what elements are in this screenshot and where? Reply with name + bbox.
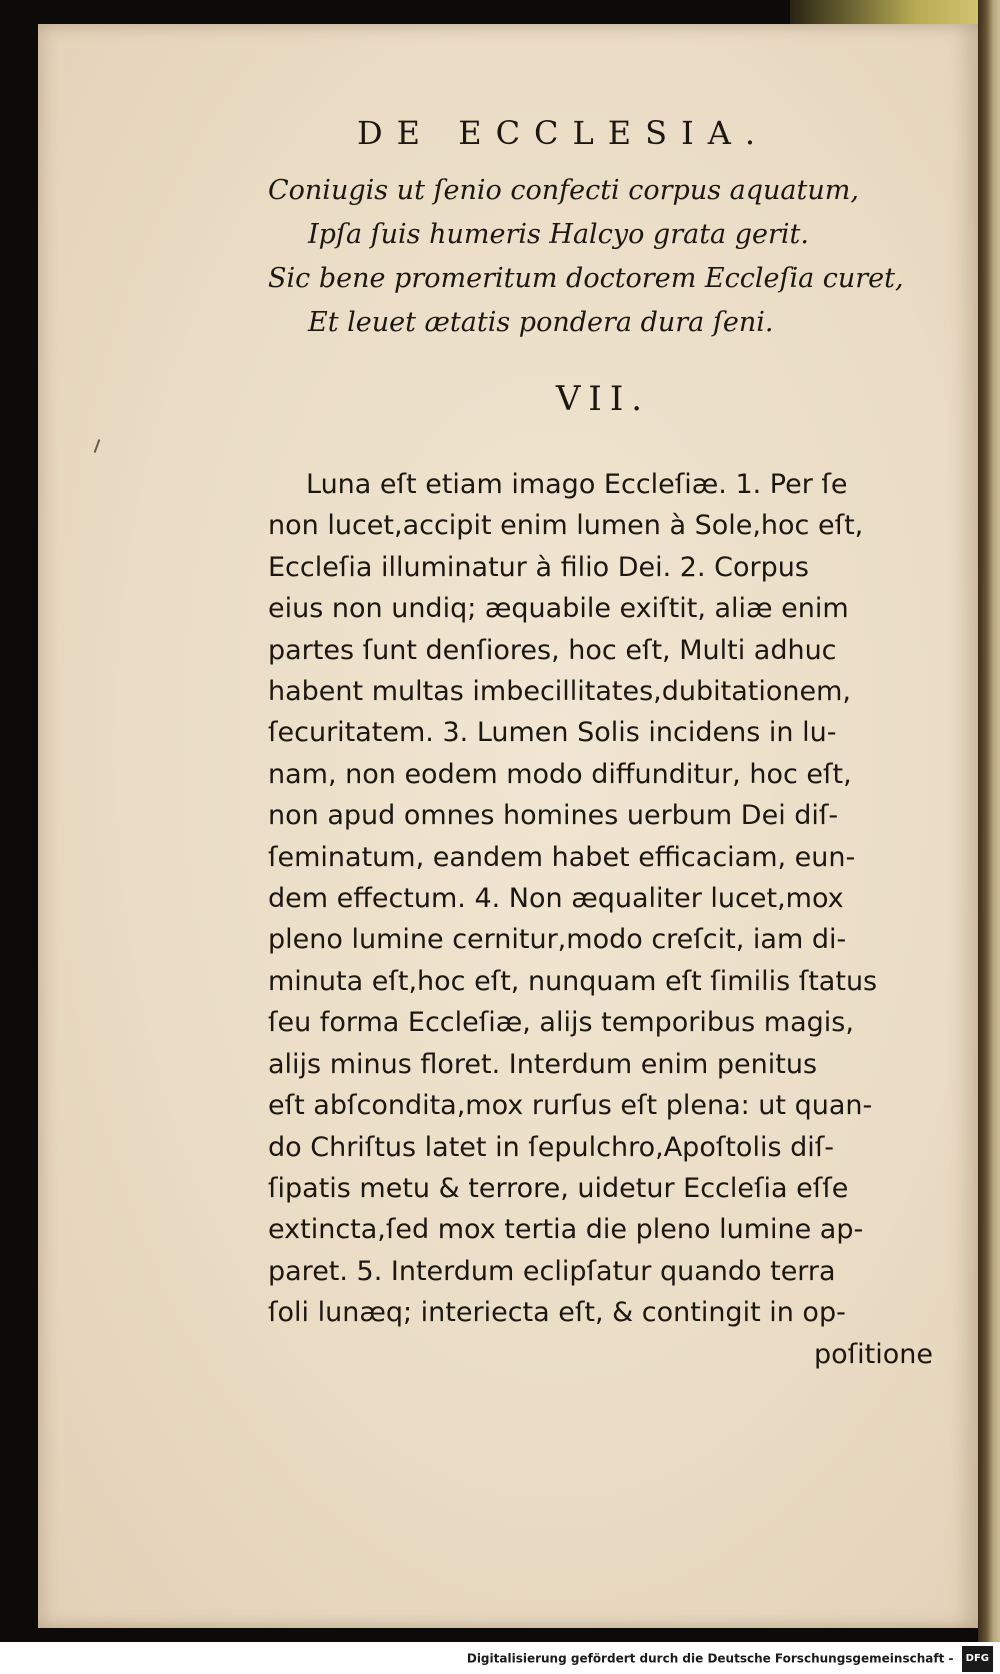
body-paragraph <box>268 464 953 1375</box>
verse-line: Coniugis ut ſenio confecti corpus aquatum, <box>268 175 859 206</box>
section-number: VII. <box>555 379 651 419</box>
text-line: ſeminatum, eandem habet efficaciam, eun- <box>268 841 856 873</box>
text-line: alijs minus floret. Interdum enim penitus <box>268 1048 818 1080</box>
text-line: nam, non eodem modo diffunditur, hoc eſt, <box>268 758 852 790</box>
verse-line: Sic bene promeritum doctorem Eccleſia curet, <box>268 263 904 294</box>
text-line: pleno lumine cernitur,modo creſcit, iam di- <box>268 924 847 956</box>
text-line: habent multas imbecillitates,dubitationem, <box>268 676 852 708</box>
text-line: Eccleſia illuminatur à filio Dei. 2. Corpus <box>268 551 809 583</box>
text-line: non apud omnes homines uerbum Dei diſ- <box>268 800 839 832</box>
text-line: ſipatis metu & terrore, uidetur Eccleſia eſſe <box>268 1172 849 1204</box>
catchword: poſitione <box>814 1338 933 1370</box>
text-line: paret. 5. Interdum eclipſatur quando terra <box>268 1255 836 1287</box>
text-line: ſoli lunæq; interiecta eſt, & contingit in op- <box>268 1297 846 1329</box>
text-line: minuta eſt,hoc eſt, nunquam eſt ſimilis ſtatus <box>268 965 878 997</box>
text-line: Luna eſt etiam imago Eccleſiæ. 1. Per ſe <box>306 469 848 500</box>
text-line: dem effectum. 4. Non æqualiter lucet,mox <box>268 883 844 915</box>
text-line: partes ſunt denſiores, hoc eſt, Multi adhuc <box>268 634 837 666</box>
text-line: eſt abſcondita,mox rurſus eſt plena: ut quan- <box>268 1090 873 1122</box>
text-line: extincta,ſed mox tertia die pleno lumine ap- <box>268 1214 864 1246</box>
verse-block <box>268 169 908 345</box>
digitization-credit <box>0 1646 993 1672</box>
text-line: non lucet,accipit enim lumen à Sole,hoc eſt, <box>268 510 864 542</box>
credit-text: Digitalisierung gefördert durch die Deutsche Forschungsgemeinschaft - <box>466 1651 954 1666</box>
dfg-logo: DFG <box>962 1646 993 1672</box>
running-head: DE ECCLESIA. <box>357 114 769 152</box>
verse-line: Ipſa ſuis humeris Halcyo grata gerit. <box>308 219 809 250</box>
book-edge-right <box>978 0 1000 1642</box>
text-line: ſecuritatem. 3. Lumen Solis incidens in lu- <box>268 717 837 749</box>
text-line: eius non undiq; æquabile exiſtit, aliæ enim <box>268 593 849 625</box>
verse-line: Et leuet ætatis pondera dura ſeni. <box>308 307 774 338</box>
text-line: ſeu forma Eccleſiæ, alijs temporibus magis, <box>268 1007 854 1039</box>
margin-mark <box>94 439 101 453</box>
book-page <box>38 24 978 1628</box>
text-line: do Chriſtus latet in ſepulchro,Apoſtolis diſ- <box>268 1131 834 1163</box>
